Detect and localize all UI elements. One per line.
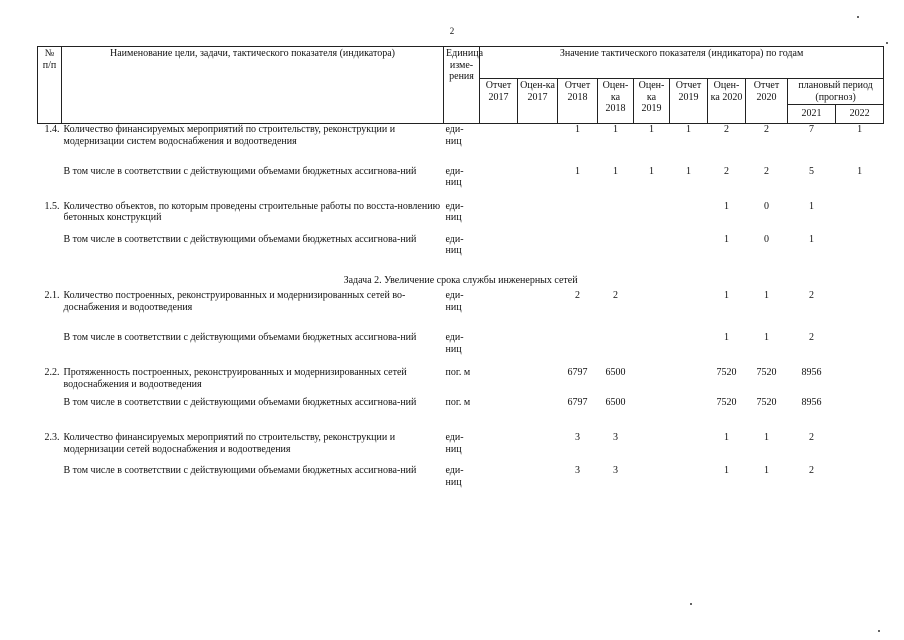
value-cell [634,432,670,465]
row-unit: еди-ниц [445,290,464,313]
value-cell [836,465,884,500]
row-unit: еди-ниц [445,432,464,455]
value-cell [518,124,558,166]
table-row [38,367,884,397]
value-cell [518,367,558,397]
value-cell [518,332,558,367]
scan-speck [878,630,880,632]
table-row [38,201,884,234]
table-row [38,290,884,332]
value-cell: 3 [613,465,618,476]
value-cell [518,465,558,500]
value-cell [480,201,518,234]
value-cell: 7520 [756,397,777,408]
value-cell: 1 [649,165,654,177]
value-cell [480,332,518,367]
value-cell: 1 [764,432,769,443]
value-cell [480,124,518,166]
value-cell: 1 [809,233,814,245]
row-name: Количество финансируемых мероприятий по строительству, реконструкции и модернизации сетей водоснабжения и водоотведения [63,432,396,455]
value-cell [634,201,670,234]
row-number [38,397,62,432]
year-column-header: Отчет 2018 [558,79,598,124]
row-number [38,332,62,367]
year-column-header: Оцен-ка 2019 [634,79,670,124]
value-cell: 1 [724,233,729,245]
value-cell [836,201,884,234]
value-cell [598,332,634,367]
row-number: 1.4. [44,124,60,135]
value-cell [518,432,558,465]
year-column-header: Отчет 2019 [670,79,708,124]
table-row [38,432,884,465]
value-cell [670,234,708,269]
value-cell: 2 [613,290,618,301]
value-cell: 8956 [801,367,822,378]
task-heading-row [38,269,884,291]
value-cell: 1 [575,165,580,177]
plan-year-header: 2022 [836,105,884,124]
value-cell: 7520 [716,367,737,378]
value-cell [558,234,598,269]
row-name: Протяженность построенных, реконструированных и модернизированных сетей водоснабжения и водоотведения [63,367,407,390]
value-cell: 1 [724,200,729,212]
value-cell: 7520 [756,367,777,378]
value-cell: 1 [857,124,863,135]
value-cell: 3 [575,465,580,476]
value-cell [480,290,518,332]
scan-speck [857,16,859,18]
value-cell: 1 [724,432,729,443]
value-cell [480,397,518,432]
value-cell: 6500 [605,397,626,408]
value-cell: 2 [575,290,580,301]
row-name: Количество финансируемых мероприятий по строительству, реконструкции и модернизации систем водоснабжения и водоотведения [63,124,396,147]
value-cell [558,332,598,367]
value-cell [836,397,884,432]
row-name: В том числе в соответствии с действующими объемами бюджетных ассигнова-ний [63,233,417,245]
value-cell: 1 [724,465,729,476]
value-cell [480,367,518,397]
value-cell [518,234,558,269]
value-cell: 1 [649,124,654,135]
value-cell: 6797 [567,397,588,408]
value-cell [836,367,884,397]
table-row [38,124,884,166]
value-cell: 1 [764,465,769,476]
value-cell: 6500 [605,367,626,378]
value-cell [518,397,558,432]
row-unit: еди-ниц [445,124,464,147]
row-name: Количество объектов, по которым проведены строительные работы по восста-новлению бетонных конструкций [63,200,441,223]
value-cell [670,465,708,500]
scan-speck [886,42,888,44]
row-unit: еди-ниц [445,233,464,256]
year-column-header: Отчет 2017 [480,79,518,124]
value-cell: 1 [809,200,814,212]
value-cell: 1 [764,332,769,343]
row-name: В том числе в соответствии с действующими объемами бюджетных ассигнова-ний [63,465,417,476]
num-column-header: № п/п [38,47,62,124]
value-cell [598,234,634,269]
value-cell [670,290,708,332]
value-cell [480,166,518,201]
value-cell: 0 [764,200,769,212]
value-cell [670,367,708,397]
value-cell [480,432,518,465]
page-number: 2 [449,26,455,36]
value-cell: 2 [809,465,814,476]
table-row [38,234,884,269]
row-name: В том числе в соответствии с действующими объемами бюджетных ассигнова-ний [63,397,417,408]
value-cell [836,290,884,332]
value-cell: 3 [575,432,580,443]
value-cell: 8956 [801,397,822,408]
value-cell [634,290,670,332]
value-cell: 0 [764,233,769,245]
value-cell: 2 [809,290,814,301]
table-body [38,124,884,501]
value-cell: 1 [686,165,691,177]
value-cell: 1 [613,124,618,135]
year-column-header: Отчет 2020 [746,79,788,124]
row-unit: пог. м [445,397,471,408]
value-cell [518,166,558,201]
year-column-header: Оцен-ка 2017 [518,79,558,124]
table-row [38,166,884,201]
row-number: 1.5. [44,200,60,212]
task-heading: Задача 2. Увеличение срока службы инженерных сетей [343,274,578,286]
row-name: В том числе в соответствии с действующими объемами бюджетных ассигнова-ний [63,332,417,343]
value-cell [558,201,598,234]
value-cell [836,234,884,269]
row-number: 2.1. [44,290,60,301]
value-cell: 1 [575,124,580,135]
value-cell [836,332,884,367]
row-unit: еди-ниц [445,165,464,188]
value-cell [634,465,670,500]
row-name: В том числе в соответствии с действующими объемами бюджетных ассигнова-ний [63,165,417,177]
value-cell: 1 [724,332,729,343]
value-cell: 5 [809,165,814,177]
table-row [38,332,884,367]
row-unit: еди-ниц [445,465,464,488]
row-unit: еди-ниц [445,200,464,223]
value-cell: 3 [613,432,618,443]
name-column-header: Наименование цели, задачи, тактического показателя (индикатора) [62,47,444,124]
value-cell: 1 [724,290,729,301]
value-cell [634,397,670,432]
scan-speck [690,603,692,605]
value-cell [518,201,558,234]
value-cell [634,367,670,397]
value-cell [670,432,708,465]
value-cell: 2 [764,165,769,177]
row-number: 2.2. [44,367,60,378]
value-cell: 1 [857,165,863,177]
row-number [38,465,62,500]
value-cell: 1 [686,124,691,135]
row-unit: еди-ниц [445,332,464,355]
table-row [38,465,884,500]
value-cell [598,201,634,234]
row-number [38,166,62,201]
value-cell [480,465,518,500]
indicators-table [37,46,884,500]
row-number: 2.3. [44,432,60,443]
value-cell [670,332,708,367]
year-column-header: Оцен-ка 2020 [708,79,746,124]
value-cell [634,234,670,269]
plan-period-header: плановый период (прогноз) [788,79,884,105]
value-cell [634,332,670,367]
unit-column-header: Единица изме-рения [444,47,480,124]
values-group-header: Значение тактического показателя (индикатора) по годам [480,47,884,79]
value-cell: 6797 [567,367,588,378]
plan-year-header: 2021 [788,105,836,124]
value-cell: 2 [809,332,814,343]
value-cell: 1 [613,165,618,177]
value-cell: 7520 [716,397,737,408]
value-cell: 7 [809,124,814,135]
row-unit: пог. м [445,367,471,378]
value-cell [480,234,518,269]
value-cell: 2 [724,124,729,135]
value-cell [836,432,884,465]
year-column-header: Оцен-ка 2018 [598,79,634,124]
value-cell: 2 [809,432,814,443]
value-cell: 2 [764,124,769,135]
value-cell [670,397,708,432]
value-cell [670,201,708,234]
value-cell [518,290,558,332]
row-number [38,234,62,269]
row-name: Количество построенных, реконструированных и модернизированных сетей во-доснабжения и водоотведения [63,290,406,313]
value-cell: 1 [764,290,769,301]
table-row [38,397,884,432]
table-header [38,47,884,124]
value-cell: 2 [724,165,729,177]
